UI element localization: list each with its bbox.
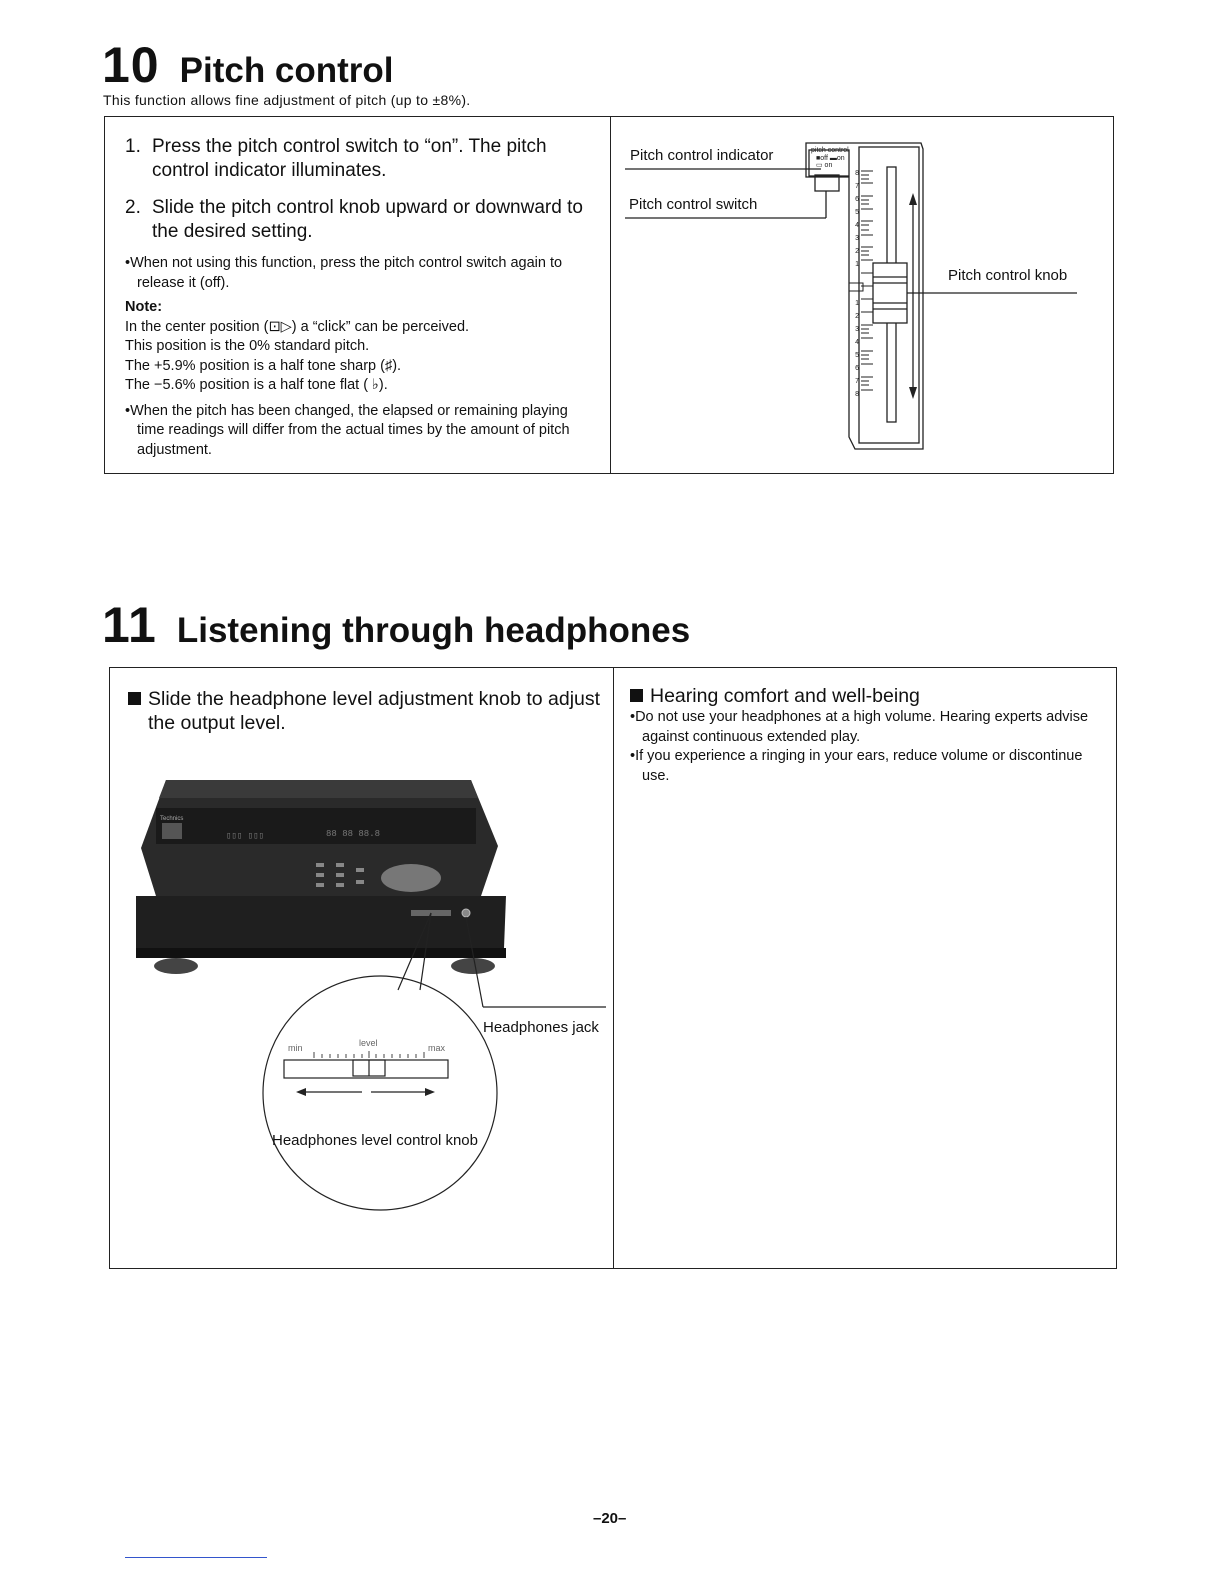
section-11-box <box>109 667 1117 1269</box>
section-10-title: Pitch control <box>179 51 394 90</box>
headphone-instruction: Slide the headphone level adjustment knob to adjust the output level. <box>128 687 618 735</box>
note-line: In the center position (⊡▷) a “click” can be perceived. <box>125 318 470 335</box>
max-label: max <box>428 1043 446 1053</box>
note-line: The +5.9% position is a half tone sharp (♯). <box>125 357 402 374</box>
power-button-icon <box>162 823 182 839</box>
hearing-heading: Hearing comfort and well-being <box>630 684 1110 708</box>
headphone-device-illustration <box>126 768 612 1258</box>
center-click-icon <box>849 283 863 291</box>
scale-label: 7 <box>855 378 859 385</box>
step-2: 2. Slide the pitch control knob upward or downward to the desired setting. <box>125 197 583 242</box>
section-11-number: 11 <box>102 597 157 653</box>
panel-on-label: ▭ on <box>816 162 833 169</box>
section-11-title: Listening through headphones <box>176 611 691 650</box>
headphones-level-knob-label: Headphones level control knob <box>272 1132 478 1149</box>
switch-label: Pitch control switch <box>629 196 758 213</box>
note-line: The −5.6% position is a half tone flat ( ♭). <box>125 377 388 393</box>
scale-label: 8 <box>855 170 859 177</box>
scale-label: 3 <box>855 326 859 333</box>
headphones-jack-label: Headphones jack <box>483 1019 599 1036</box>
scale-label: 3 <box>855 235 859 242</box>
headphones-jack-icon <box>462 909 470 917</box>
knob-label: Pitch control knob <box>948 267 1068 284</box>
svg-text:88 88 88.8: 88 88 88.8 <box>326 829 381 839</box>
square-bullet-icon <box>128 692 141 705</box>
level-label: level <box>359 1038 378 1048</box>
section-11-heading <box>102 596 690 654</box>
footer-rule <box>125 1557 267 1558</box>
scale-label: 1 <box>855 261 859 268</box>
scale-label: 4 <box>855 339 859 346</box>
elapsed-bullet: •When the pitch has been changed, the elapsed or remaining playing time readings will differ from the actual times by the amount of pitch adjustment. <box>125 402 570 458</box>
svg-text:▯▯▯ ▯▯▯: ▯▯▯ ▯▯▯ <box>226 831 264 841</box>
pitch-notes <box>125 254 587 460</box>
indicator-label: Pitch control indicator <box>630 147 774 164</box>
hearing-bullet: •If you experience a ringing in your ears, reduce volume or discontinue use. <box>630 748 1083 784</box>
square-bullet-icon <box>630 689 643 702</box>
panel-off-label: ■off ▬on <box>816 155 845 162</box>
note-line: This position is the 0% standard pitch. <box>125 338 370 354</box>
min-label: min <box>288 1043 303 1053</box>
scale-label: 8 <box>855 391 859 398</box>
page-number: –20– <box>593 1510 627 1527</box>
jog-dial-icon <box>381 864 441 892</box>
step-1: 1. Press the pitch control switch to “on”. The pitch control indicator illuminates. <box>125 136 547 181</box>
note-heading: Note: <box>125 299 163 315</box>
scale-label: 2 <box>855 248 859 255</box>
brand-label: Technics <box>160 816 184 822</box>
scale-label: 7 <box>855 183 859 190</box>
section-10-heading <box>102 36 394 94</box>
release-bullet: •When not using this function, press the pitch control switch again to release it (off). <box>125 255 563 291</box>
hearing-bullets <box>630 708 1100 786</box>
scale-label: 6 <box>855 196 859 203</box>
section-10-box <box>104 116 1114 474</box>
section-10-intro: This function allows fine adjustment of pitch (up to ±8%). <box>103 92 471 108</box>
scale-label: 2 <box>855 313 859 320</box>
panel-title: pitch control <box>811 147 849 154</box>
section-10-number: 10 <box>102 37 160 93</box>
scale-label: 5 <box>855 209 859 216</box>
scale-label: 4 <box>855 222 859 229</box>
scale-label: 6 <box>855 365 859 372</box>
hearing-bullet: •Do not use your headphones at a high volume. Hearing experts advise against continuous extended play. <box>630 709 1089 745</box>
scale-label: 5 <box>855 352 859 359</box>
scale-label: 1 <box>855 300 859 307</box>
pitch-control-diagram <box>611 117 1113 471</box>
